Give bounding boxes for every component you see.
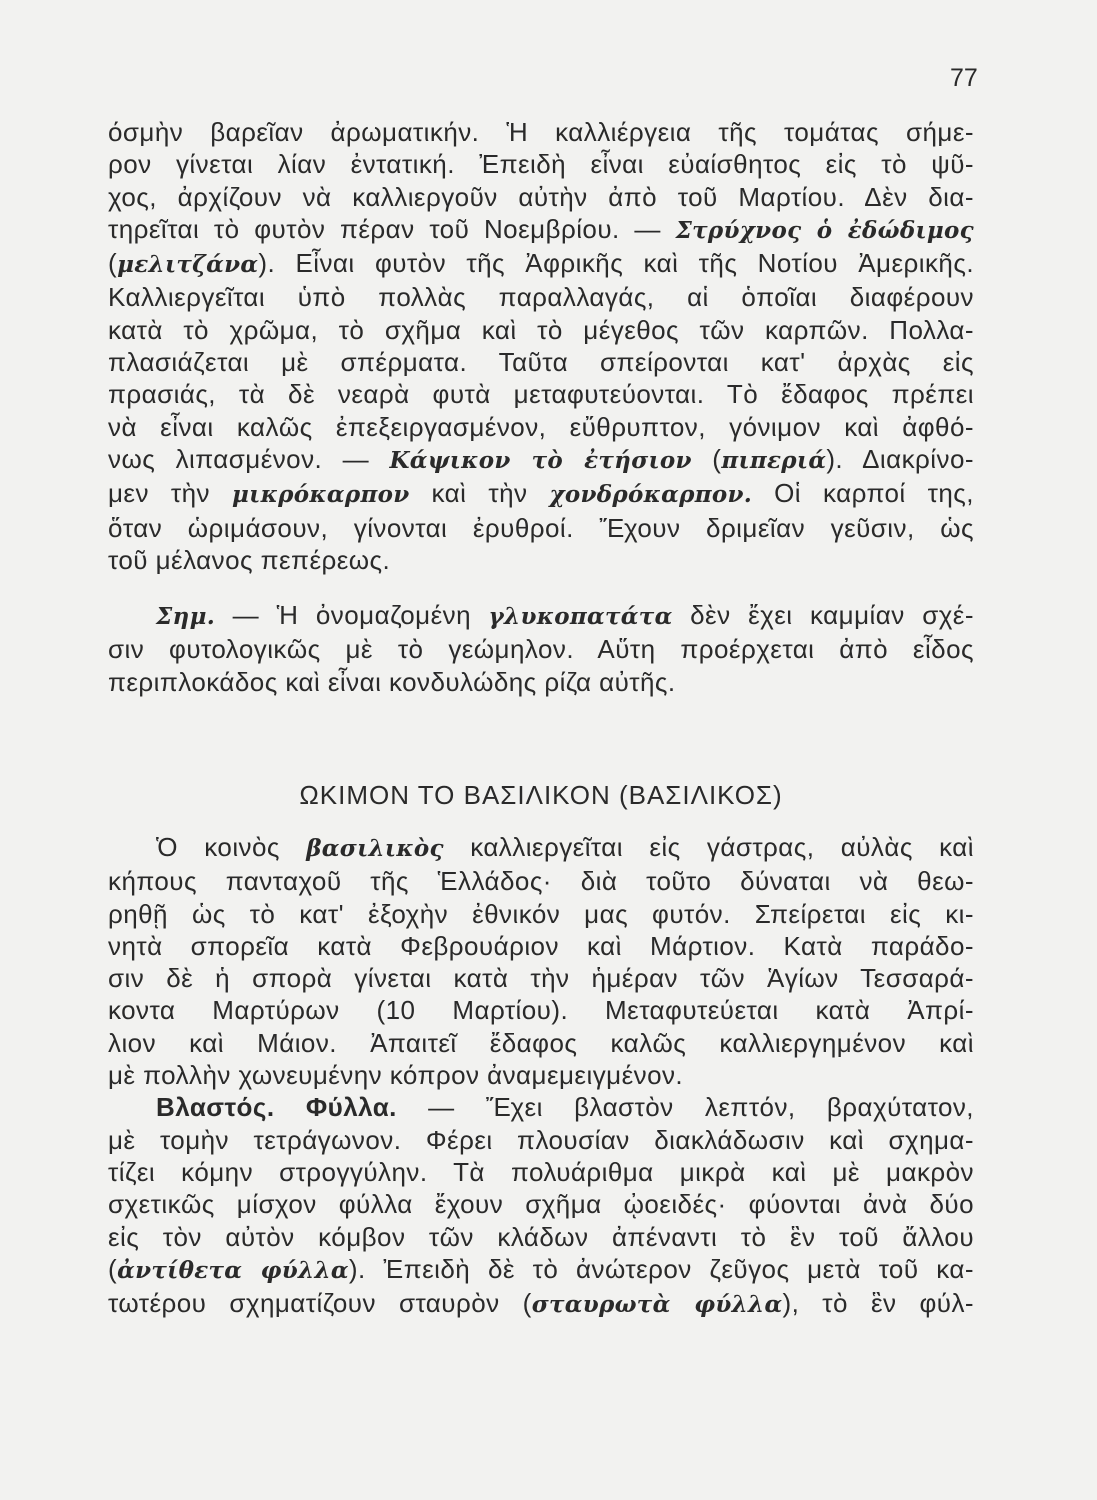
section-heading-basil: ΩΚΙΜΟΝ ΤΟ ΒΑΣΙΛΙΚΟΝ (ΒΑΣΙΛΙΚΟΣ) bbox=[299, 780, 783, 810]
paragraph-basil-intro bbox=[108, 831, 974, 1321]
text-line: ρον γίνεται λίαν ἐντατική. Ἐπειδὴ εἶναι εὐαίσθητος εἰς τὸ ψῦ- bbox=[108, 149, 974, 180]
text-line: κατὰ τὸ χρῶμα, τὸ σχῆμα καὶ τὸ μέγεθος τῶν καρπῶν. Πολλα- bbox=[108, 314, 974, 345]
text-line: σιν φυτολογικῶς μὲ τὸ γεώμηλον. Αὕτη προέρχεται ἀπὸ εἶδος bbox=[108, 634, 974, 665]
text-line: τίζει κόμην στρογγύλην. Τὰ πολυάριθμα μικρὰ καὶ μὲ μακρὸν bbox=[108, 1156, 974, 1187]
note-label: Σημ. bbox=[156, 603, 216, 630]
species-name-capsicum: Κάψικον τὸ ἐτήσιον bbox=[389, 446, 692, 474]
variety-small-fruit: μικρόκαρπον bbox=[232, 481, 410, 509]
text-line: λιον καὶ Μάιον. Ἀπαιτεῖ ἔδαφος καλῶς καλλιεργημένον καὶ bbox=[108, 1027, 974, 1058]
text-line bbox=[108, 1287, 974, 1321]
text-line: πρασιάς, τὰ δὲ νεαρὰ φυτὰ μεταφυτεύονται. Τὸ ἔδαφος πρέπει bbox=[108, 379, 974, 410]
text-run: ( bbox=[108, 1253, 118, 1284]
text-line bbox=[108, 477, 974, 511]
text-line: πλασιάζεται μὲ σπέρματα. Ταῦτα σπείρονται κατ' ἀρχὰς εἰς bbox=[108, 347, 974, 378]
page-number: 77 bbox=[950, 64, 978, 92]
text-run: ), τὸ ἓν φύλ- bbox=[782, 1288, 975, 1319]
text-run: — Ἔχει βλαστὸν λεπτόν, βραχύτατον, bbox=[428, 1092, 974, 1123]
text-line: χος, ἀρχίζουν νὰ καλλιεργοῦν αὐτὴν ἀπὸ τοῦ Μαρτίου. Δὲν δια- bbox=[108, 181, 974, 212]
common-name-piperia: πιπεριά bbox=[721, 446, 827, 474]
text-line: σιν δὲ ἡ σπορὰ γίνεται κατὰ τὴν ἡμέραν τῶν Ἁγίων Τεσσαρά- bbox=[108, 963, 974, 994]
text-run: δὲν ἔχει καμμίαν σχέ- bbox=[690, 600, 974, 630]
text-run: ( bbox=[712, 443, 722, 474]
text-line bbox=[108, 1091, 974, 1123]
text-line: εἰς τὸν αὐτὸν κόμβον τῶν κλάδων ἀπέναντι τὸ ἓν τοῦ ἄλλου bbox=[108, 1221, 974, 1252]
common-name-melitzana: μελιτζάνα bbox=[117, 251, 259, 279]
text-line bbox=[108, 599, 974, 633]
text-run: Ὁ κοινὸς bbox=[156, 832, 280, 862]
text-line: νητὰ σπορεῖα κατὰ Φεβρουάριον καὶ Μάρτιον. Κατὰ παράδο- bbox=[108, 930, 974, 961]
text-run: νως λιπασμένον. — bbox=[108, 443, 370, 474]
term-glykopatata: γλυκοπατάτα bbox=[488, 603, 673, 630]
text-line: σχετικῶς μίσχον φύλλα ἔχουν σχῆμα ᾠοειδές· φύονται ἀνὰ δύο bbox=[108, 1189, 974, 1220]
subheading-stem-leaves: Βλαστός. Φύλλα. bbox=[156, 1092, 397, 1123]
text-line bbox=[108, 1253, 974, 1287]
text-line: μὲ πολλὴν χωνευμένην κόπρον ἀναμεμειγμένον. bbox=[108, 1060, 684, 1091]
text-run: ). Εἶναι φυτὸν τῆς Ἀφρικῆς καὶ τῆς Νοτίου Ἀμερικῆς. bbox=[258, 248, 974, 279]
text-line bbox=[108, 213, 974, 247]
paragraph-tomato-eggplant-pepper bbox=[108, 116, 974, 576]
term-cross-leaves: σταυρωτὰ φύλλα bbox=[531, 1291, 783, 1319]
text-run: τηρεῖται τὸ φυτὸν πέραν τοῦ Νοεμβρίου. — bbox=[108, 213, 661, 244]
text-line: κοντα Μαρτύρων (10 Μαρτίου). Μεταφυτεύεται κατὰ Ἀπρί- bbox=[108, 995, 974, 1026]
text-line: κήπους πανταχοῦ τῆς Ἑλλάδος· διὰ τοῦτο δύναται νὰ θεω- bbox=[108, 866, 974, 897]
text-line: Καλλιεργεῖται ὑπὸ πολλὰς παραλλαγάς, αἱ ὁποῖαι διαφέρουν bbox=[108, 282, 974, 313]
text-run: ( bbox=[108, 248, 118, 279]
text-line: τοῦ μέλανος πεπέρεως. bbox=[108, 544, 391, 575]
text-run: Οἱ καρποί της, bbox=[774, 478, 974, 509]
text-run: ). Ἐπειδὴ δὲ τὸ ἀνώτερον ζεῦγος μετὰ τοῦ κα- bbox=[348, 1253, 974, 1284]
term-vasilikos: βασιλικὸς bbox=[306, 835, 444, 862]
text-line: περιπλοκάδος καὶ εἶναι κονδυλώδης ρίζα αὐτῆς. bbox=[108, 666, 676, 697]
species-name-eggplant: Στρύχνος ὁ ἐδώδιμος bbox=[675, 216, 974, 244]
text-line: ρηθῇ ὡς τὸ κατ' ἐξοχὴν ἐθνικόν μας φυτόν. Σπείρεται εἰς κι- bbox=[108, 898, 974, 929]
variety-large-fruit: χονδρόκαρπον. bbox=[549, 481, 753, 509]
text-line: νὰ εἶναι καλῶς ἐπεξειργασμένον, εὔθρυπτον, γόνιμον καὶ ἀφθό- bbox=[108, 411, 974, 442]
text-line: μὲ τομὴν τετράγωνον. Φέρει πλουσίαν διακλάδωσιν καὶ σχημα- bbox=[108, 1124, 974, 1155]
text-run: καὶ τὴν bbox=[431, 478, 528, 509]
text-run: — Ἡ ὀνομαζομένη bbox=[232, 600, 471, 630]
text-run: ). Διακρίνο- bbox=[826, 443, 974, 474]
text-run: καλλιεργεῖται εἰς γάστρας, αὐλὰς καὶ bbox=[470, 832, 974, 862]
text-line: ὅταν ὡριμάσουν, γίνονται ἐρυθροί. Ἔχουν δριμεῖαν γεῦσιν, ὡς bbox=[108, 512, 974, 543]
note-sweet-potato bbox=[108, 599, 974, 698]
text-line bbox=[108, 443, 974, 477]
text-run: τωτέρου σχηματίζουν σταυρὸν ( bbox=[108, 1288, 532, 1319]
term-opposite-leaves: ἀντίθετα φύλλα bbox=[117, 1256, 349, 1284]
text-run: μεν τὴν bbox=[108, 478, 210, 509]
text-line: όσμὴν βαρεῖαν ἀρωματικήν. Ἡ καλλιέργεια τῆς τομάτας σήμε- bbox=[108, 117, 974, 147]
text-line bbox=[108, 831, 974, 865]
text-line bbox=[108, 247, 974, 281]
